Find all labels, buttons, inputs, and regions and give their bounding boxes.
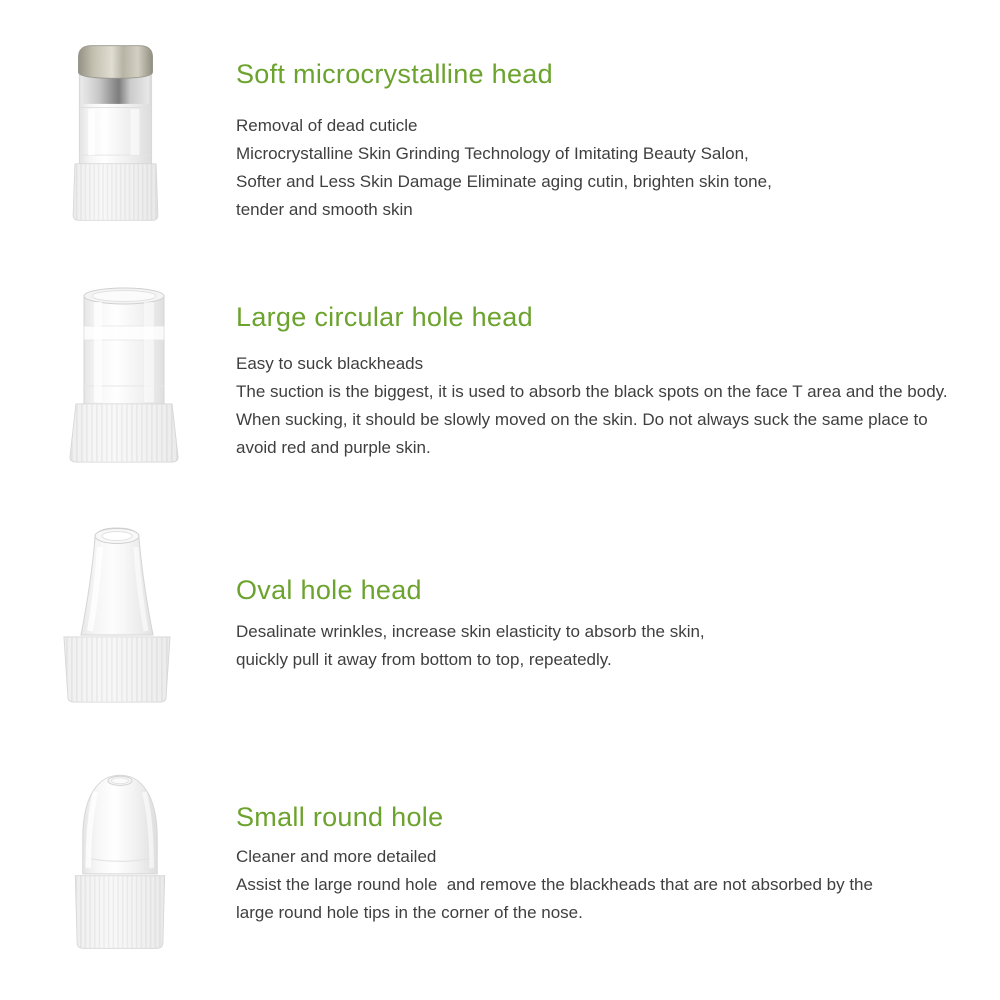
description-line: Cleaner and more detailed <box>236 847 437 866</box>
section-small-round-hole <box>0 752 1000 964</box>
description-line: When sucking, it should be slowly moved on the skin. Do not always suck the same place to <box>236 410 928 429</box>
section-heading: Soft microcrystalline head <box>236 59 553 89</box>
section-heading: Large circular hole head <box>236 302 533 332</box>
description-line: The suction is the biggest, it is used to absorb the black spots on the face T area and the body. <box>236 382 948 401</box>
description-line: Microcrystalline Skin Grinding Technology of Imitating Beauty Salon, <box>236 144 749 163</box>
description-line: Easy to suck blackheads <box>236 354 424 373</box>
section-description <box>236 843 996 927</box>
description-line: tender and smooth skin <box>236 200 413 219</box>
description-line: large round hole tips in the corner of the nose. <box>236 903 583 922</box>
section-description <box>236 112 996 224</box>
section-oval-hole-head <box>0 515 1000 707</box>
large-circular-hole-head-illustration <box>66 282 182 466</box>
microcrystalline-head-illustration <box>67 33 164 233</box>
section-description <box>236 618 996 674</box>
description-line: Softer and Less Skin Damage Eliminate aging cutin, brighten skin tone, <box>236 172 772 191</box>
section-heading: Small round hole <box>236 802 444 832</box>
description-line: avoid red and purple skin. <box>236 438 431 457</box>
small-round-hole-head-image <box>66 762 174 956</box>
large-circular-hole-head-image <box>66 282 182 466</box>
description-line: Assist the large round hole and remove the blackheads that are not absorbed by the <box>236 875 873 894</box>
description-line: quickly pull it away from bottom to top, repeatedly. <box>236 650 612 669</box>
oval-hole-head-image <box>56 523 178 703</box>
section-soft-microcrystalline-head <box>0 30 1000 236</box>
description-line: Desalinate wrinkles, increase skin elasticity to absorb the skin, <box>236 622 705 641</box>
microcrystalline-head-image <box>67 33 164 233</box>
description-line: Removal of dead cuticle <box>236 116 418 135</box>
section-large-circular-hole-head <box>0 278 1000 468</box>
oval-hole-head-illustration <box>56 523 178 703</box>
small-round-hole-head-illustration <box>66 762 174 956</box>
section-description <box>236 350 996 462</box>
section-heading: Oval hole head <box>236 575 422 605</box>
